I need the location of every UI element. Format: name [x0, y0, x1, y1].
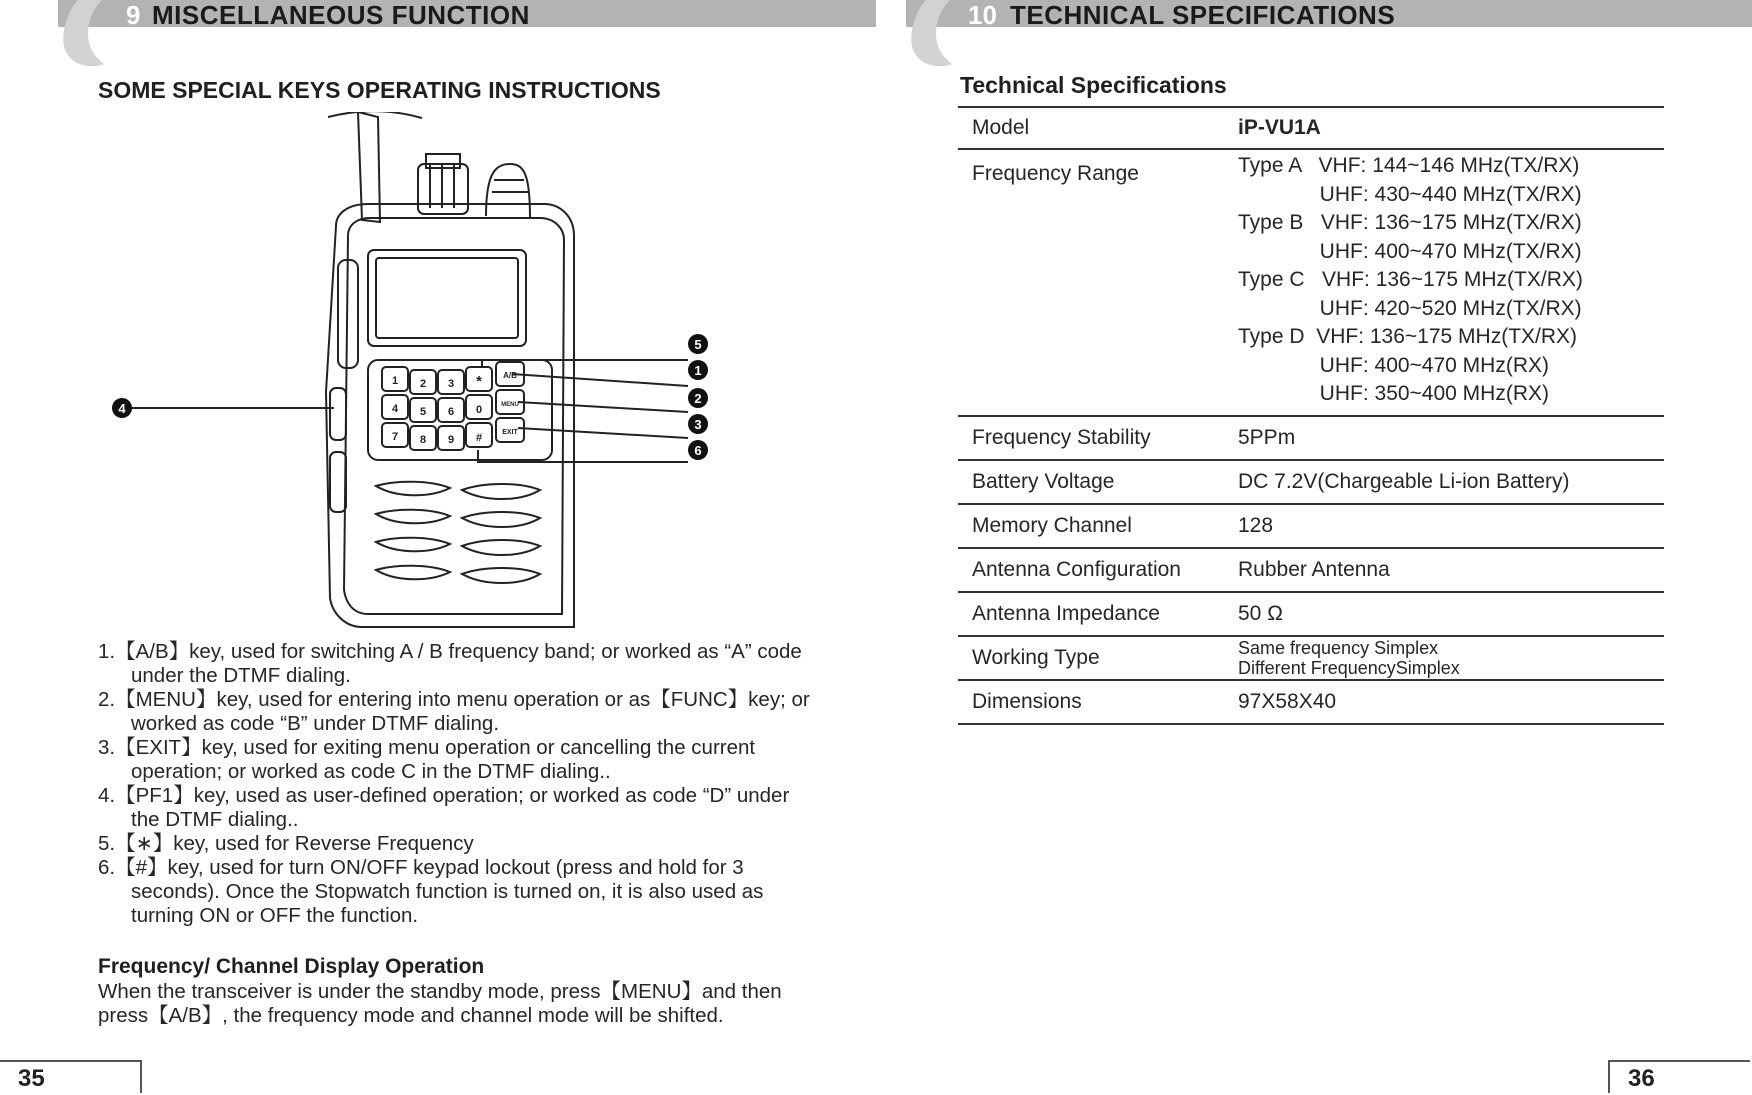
- spec-label: Battery Voltage: [958, 460, 1228, 504]
- spec-row-memory: [958, 504, 1664, 548]
- right-page: [876, 0, 1752, 1093]
- key-ab: A/B: [503, 371, 517, 380]
- spec-value: DC 7.2V(Chargeable Li-ion Battery): [1228, 460, 1664, 504]
- radio-illustration: [100, 112, 790, 632]
- spec-row-dimensions: [958, 680, 1664, 724]
- spec-value: Rubber Antenna: [1228, 548, 1664, 592]
- section-title-header: TECHNICAL SPECIFICATIONS: [1010, 0, 1396, 30]
- pointing-hand-icon: [906, 0, 956, 70]
- spec-label: Dimensions: [958, 680, 1228, 724]
- left-page: [0, 0, 876, 1093]
- spec-label: Frequency Stability: [958, 416, 1228, 460]
- page-heading: SOME SPECIAL KEYS OPERATING INSTRUCTIONS: [98, 77, 661, 103]
- key-instructions-list: [98, 640, 818, 928]
- spec-row-battery: [958, 460, 1664, 504]
- key-6: 6: [447, 406, 455, 418]
- page-number: 35: [0, 1060, 142, 1093]
- spec-label: Model: [958, 107, 1228, 149]
- spec-row-working-type: [958, 636, 1664, 680]
- section-number: 9: [126, 0, 141, 30]
- instruction-item: 1.【A/B】key, used for switching A / B frequency band; or worked as “A” code under the DTMF dialing.: [98, 640, 802, 687]
- key-3: 3: [447, 378, 455, 390]
- spec-table: [958, 106, 1664, 725]
- subsection-title: Frequency/ Channel Display Operation: [98, 955, 485, 978]
- section-number: 10: [968, 0, 997, 30]
- pointing-hand-icon: [58, 0, 108, 70]
- spec-row-frequency-range: [958, 149, 1664, 416]
- svg-text:6: 6: [694, 443, 702, 458]
- pf1-side-button: [330, 388, 346, 440]
- frequency-line: Type D VHF: 136~175 MHz(TX/RX): [1238, 325, 1578, 348]
- instruction-item: 6.【#】key, used for turn ON/OFF keypad lockout (press and hold for 3 seconds). Once the Stopwatch function is turned on, it is also used as turning ON or OFF the function.: [98, 856, 764, 927]
- key-0: 0: [475, 404, 483, 416]
- svg-text:2: 2: [694, 391, 702, 406]
- frequency-line: UHF: 350~400 MHz(RX): [1238, 382, 1550, 405]
- spec-row-model: [958, 107, 1664, 149]
- key-menu: MENU: [501, 402, 519, 408]
- spec-value: 128: [1228, 504, 1664, 548]
- spec-row-stability: [958, 416, 1664, 460]
- frequency-line: Type C VHF: 136~175 MHz(TX/RX): [1238, 268, 1583, 291]
- lcd-screen: [368, 250, 526, 346]
- svg-text:5: 5: [694, 337, 702, 352]
- key-5: 5: [419, 406, 427, 418]
- spec-label: Memory Channel: [958, 504, 1228, 548]
- key-2: 2: [419, 378, 427, 390]
- svg-text:4: 4: [118, 401, 126, 416]
- instruction-item: 2.【MENU】key, used for entering into menu operation or as【FUNC】key; or worked as code “B” under DTMF dialing.: [98, 688, 810, 735]
- antenna: [358, 112, 380, 222]
- frequency-line: UHF: 420~520 MHz(TX/RX): [1238, 296, 1582, 320]
- page-heading: Technical Specifications: [960, 72, 1227, 98]
- page-number: 36: [1608, 1060, 1750, 1093]
- svg-text:3: 3: [694, 417, 702, 432]
- key-exit: EXIT: [502, 429, 518, 436]
- key-4: 4: [391, 403, 399, 415]
- instruction-item: 5.【∗】key, used for Reverse Frequency: [98, 832, 474, 855]
- working-type-line: Same frequency Simplex: [1238, 638, 1439, 658]
- spec-row-antenna-impedance: [958, 592, 1664, 636]
- instruction-item: 4.【PF1】key, used as user-defined operation; or worked as code “D” under the DTMF dialing..: [98, 784, 790, 831]
- frequency-line: Type B VHF: 136~175 MHz(TX/RX): [1238, 211, 1582, 234]
- spec-value: 50 Ω: [1228, 592, 1664, 636]
- frequency-line: UHF: 430~440 MHz(TX/RX): [1238, 182, 1582, 206]
- frequency-line: Type A VHF: 144~146 MHz(TX/RX): [1238, 154, 1580, 177]
- section-title-header: MISCELLANEOUS FUNCTION: [152, 0, 530, 30]
- instruction-item: 3.【EXIT】key, used for exiting menu operation or cancelling the current operation; or worked as code C in the DTMF dialing..: [98, 736, 756, 783]
- spec-label: Antenna Impedance: [958, 592, 1228, 636]
- spec-label: Working Type: [958, 636, 1228, 680]
- key-hash: #: [475, 432, 483, 444]
- frequency-line: UHF: 400~470 MHz(RX): [1238, 353, 1550, 377]
- key-8: 8: [419, 434, 427, 446]
- working-type-line: Different FrequencySimplex: [1238, 658, 1460, 678]
- spec-value: [1228, 149, 1664, 416]
- spec-value: 5PPm: [1228, 416, 1664, 460]
- spec-value: 97X58X40: [1228, 680, 1664, 724]
- key-star: *: [476, 373, 482, 390]
- subsection-paragraph: When the transceiver is under the standby mode, press【MENU】and then press【A/B】, the frequency mode and channel mode will be shifted.: [98, 980, 782, 1027]
- svg-text:1: 1: [694, 363, 702, 378]
- spec-value: iP-VU1A: [1228, 107, 1664, 149]
- key-7: 7: [391, 431, 399, 443]
- spec-label: Frequency Range: [958, 149, 1228, 416]
- spec-label: Antenna Configuration: [958, 548, 1228, 592]
- spec-row-antenna-config: [958, 548, 1664, 592]
- key-1: 1: [391, 375, 399, 387]
- spec-value: [1228, 636, 1664, 680]
- frequency-line: UHF: 400~470 MHz(TX/RX): [1238, 239, 1582, 263]
- key-9: 9: [447, 434, 455, 446]
- speaker-grille: [376, 482, 540, 583]
